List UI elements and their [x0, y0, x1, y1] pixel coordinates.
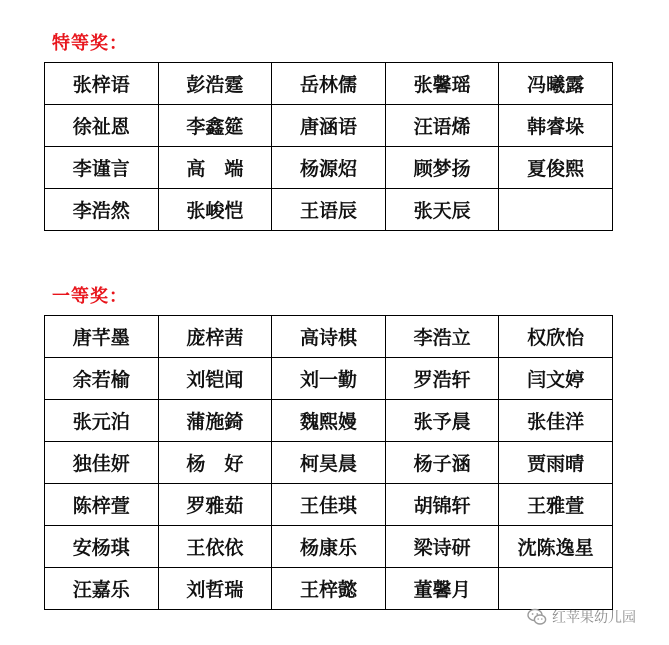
name-cell: 汪语烯 [385, 105, 499, 147]
name-cell: 岳林儒 [272, 63, 386, 105]
name-cell: 蒲施錡 [158, 400, 272, 442]
name-cell: 庞梓茜 [158, 316, 272, 358]
name-cell: 李谨言 [45, 147, 159, 189]
name-cell: 徐祉恩 [45, 105, 159, 147]
name-cell: 汪嘉乐 [45, 568, 159, 610]
name-cell: 胡锦轩 [385, 484, 499, 526]
wechat-icon [527, 608, 547, 626]
name-cell: 张予晨 [385, 400, 499, 442]
name-cell: 冯曦露 [499, 63, 613, 105]
name-cell: 杨康乐 [272, 526, 386, 568]
name-cell: 唐涵语 [272, 105, 386, 147]
name-cell: 唐芊墨 [45, 316, 159, 358]
name-cell: 闫文婷 [499, 358, 613, 400]
name-cell: 魏熙嫚 [272, 400, 386, 442]
name-cell: 梁诗研 [385, 526, 499, 568]
table-row [45, 568, 613, 610]
table-row [45, 189, 613, 231]
name-cell: 沈陈逸星 [499, 526, 613, 568]
name-cell: 王佳琪 [272, 484, 386, 526]
name-cell: 权欣怡 [499, 316, 613, 358]
name-cell: 顾梦扬 [385, 147, 499, 189]
name-cell: 安杨琪 [45, 526, 159, 568]
table-row [45, 147, 613, 189]
name-cell: 贾雨晴 [499, 442, 613, 484]
name-cell: 独佳妍 [45, 442, 159, 484]
name-cell: 柯昊晨 [272, 442, 386, 484]
name-cell: 董馨月 [385, 568, 499, 610]
name-cell: 韩睿垛 [499, 105, 613, 147]
name-cell: 王梓懿 [272, 568, 386, 610]
first-prize-title: 一等奖： [52, 286, 128, 307]
table-row [45, 400, 613, 442]
table-row [45, 442, 613, 484]
name-cell: 张佳洋 [499, 400, 613, 442]
name-cell: 杨 好 [158, 442, 272, 484]
name-cell: 张馨瑶 [385, 63, 499, 105]
name-cell: 张天辰 [385, 189, 499, 231]
table-row [45, 484, 613, 526]
name-cell: 李浩立 [385, 316, 499, 358]
table-row [45, 526, 613, 568]
special-prize-table [44, 62, 613, 231]
name-cell: 王雅萱 [499, 484, 613, 526]
name-cell: 刘哲瑞 [158, 568, 272, 610]
special-prize-title: 特等奖： [52, 33, 128, 54]
name-cell: 高 端 [158, 147, 272, 189]
name-cell: 杨源炤 [272, 147, 386, 189]
name-cell: 杨子涵 [385, 442, 499, 484]
name-cell: 陈梓萱 [45, 484, 159, 526]
first-prize-table [44, 315, 613, 610]
table-row [45, 316, 613, 358]
empty-cell [499, 568, 613, 610]
name-cell: 夏俊熙 [499, 147, 613, 189]
name-cell: 张梓语 [45, 63, 159, 105]
name-cell: 罗浩轩 [385, 358, 499, 400]
empty-cell [499, 189, 613, 231]
name-cell: 李浩然 [45, 189, 159, 231]
name-cell: 张元泊 [45, 400, 159, 442]
table-row [45, 105, 613, 147]
watermark [527, 606, 636, 628]
name-cell: 高诗棋 [272, 316, 386, 358]
name-cell: 刘一勤 [272, 358, 386, 400]
name-cell: 王语辰 [272, 189, 386, 231]
name-cell: 刘铠闻 [158, 358, 272, 400]
name-cell: 彭浩霆 [158, 63, 272, 105]
name-cell: 王依依 [158, 526, 272, 568]
name-cell: 李鑫筵 [158, 105, 272, 147]
table-row [45, 358, 613, 400]
table-row [45, 63, 613, 105]
name-cell: 张峻恺 [158, 189, 272, 231]
name-cell: 罗雅茹 [158, 484, 272, 526]
name-cell: 余若榆 [45, 358, 159, 400]
watermark-text: 红苹果幼儿园 [552, 610, 636, 626]
